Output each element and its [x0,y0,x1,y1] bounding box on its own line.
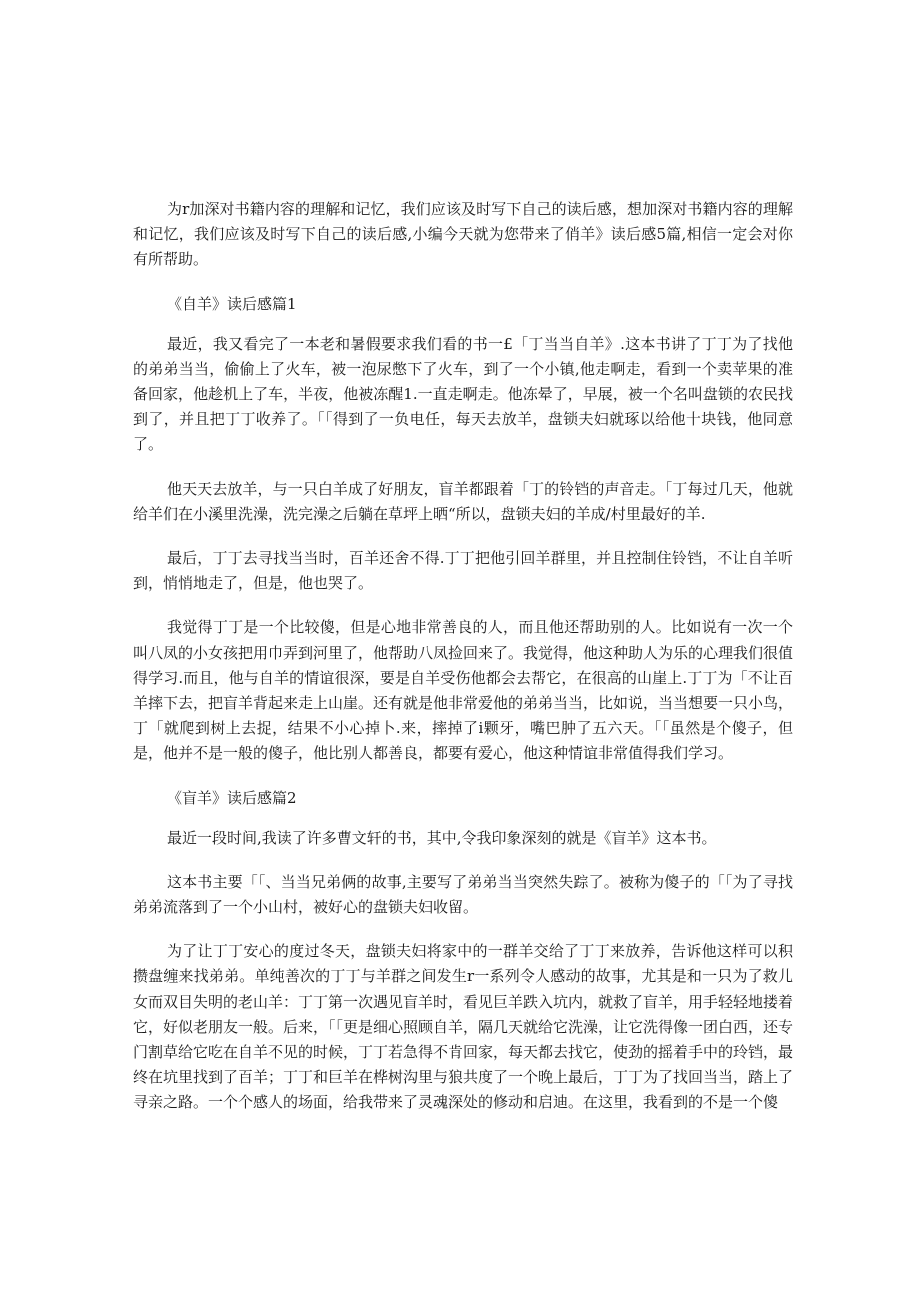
section2-paragraph-1: 最近一段时间,我读了许多曹文轩的书，其中,令我印象深刻的就是《盲羊》这本书。 [167,828,717,847]
section-heading-1: 《自羊》读后感篇1 [167,294,297,313]
intro-paragraph: 为r加深对书籍内容的理解和记忆，我们应该及时写下自己的读后感，想加深对书籍内容的理解和记忆，我们应该及时写下自己的读后感,小编今天就为您带来了俏羊》读后感5篇,相信一定会对你有所帮助。 [133,200,793,269]
section2-paragraph-2: 这本书主要「「、当当兄弟俩的故事,主要写了弟弟当当突然失踪了。被称为傻子的「「为了寻找弟弟流落到了一个小山村，被好心的盘锁夫妇收留。 [133,872,793,917]
section1-paragraph-1: 最近，我又看完了一本老和暑假要求我们看的书一£「丁当当自羊》.这本书讲了丁丁为了找他的弟弟当当，偷偷上了火车，被一泡尿憋下了火车，到了一个小镇,他走啊走，看到一个卖苹果的准备回家，他趁机上了车，半夜，他被冻醒1.一直走啊走。他冻晕了，早展，被一个名叫盘锁的农民找到了，并且把丁丁收养了。「「得到了一负电任，每天去放羊，盘锁夫妇就琢以给他十块钱，他同意了。 [133,334,793,454]
section2-paragraph-3: 为了让丁丁安心的度过冬天，盘锁夫妇将家中的一群羊交给了丁丁来放养，告诉他这样可以积攒盘缠来找弟弟。单纯善次的丁丁与羊群之间发生r一系列令人感动的故事，尤其是和一只为了救儿女而双目失明的老山羊：丁丁第一次遇见盲羊时，看见巨羊跌入坑内，就救了盲羊，用手轻轻地搂着它，好似老朋友一般。后来，「「更是细心照顾自羊，隔几天就给它洗澡，让它洗得像一团白西，还专门割草给它吃在自羊不见的时候，丁丁若急得不肯回家，每天都去找它，使劲的摇着手中的玲铛，最终在坑里找到了百羊；丁丁和巨羊在桦树沟里与狼共度了一个晚上最后，丁丁为了找回当当，踏上了寻亲之路。一个个感人的场面，给我带来了灵魂深处的修动和启迪。在这里，我看到的不是一个傻 [133,942,794,1112]
section-heading-2: 《盲羊》读后感篇2 [167,788,297,807]
section1-paragraph-4: 我觉得丁丁是一个比较傻，但是心地非常善良的人，而且他还帮助别的人。比如说有一次一个叫八凤的小女孩把用巾弄到河里了，他帮助八凤捡回来了。我觉得，他这种助人为乐的心理我们很值得学习.而且，他与自羊的情谊很深，要是自羊受伤他都会去帮它，在很高的山崖上.丁丁为「不让百羊摔下去，把盲羊背起来走上山崖。还有就是他非常爱他的弟弟当当，比如说，当当想要一只小鸟，丁「就爬到树上去捉，结果不小心掉卜.来，摔掉了i颗牙，嘴巴肿了五六天。「「虽然是个傻子，但是，他并不是一般的傻子，他比别人都善良，都要有爱心，他这种情谊非常值得我们学习。 [133,618,794,763]
section1-paragraph-3: 最后，丁丁去寻找当当时，百羊还舍不得.丁丁把他引回羊群里，并且控制住铃铛，不让自羊听到，悄悄地走了，但是，他也哭了。 [133,549,793,593]
section1-paragraph-2: 他天天去放羊，与一只白羊成了好朋友，盲羊都跟着「丁的铃铛的声音走。「丁每过几天，他就给羊们在小溪里洗澡，洗完澡之后躺在草坪上晒“所以，盘锁夫妇的羊成/村里最好的羊. [133,479,793,523]
document-body [133,197,793,1135]
